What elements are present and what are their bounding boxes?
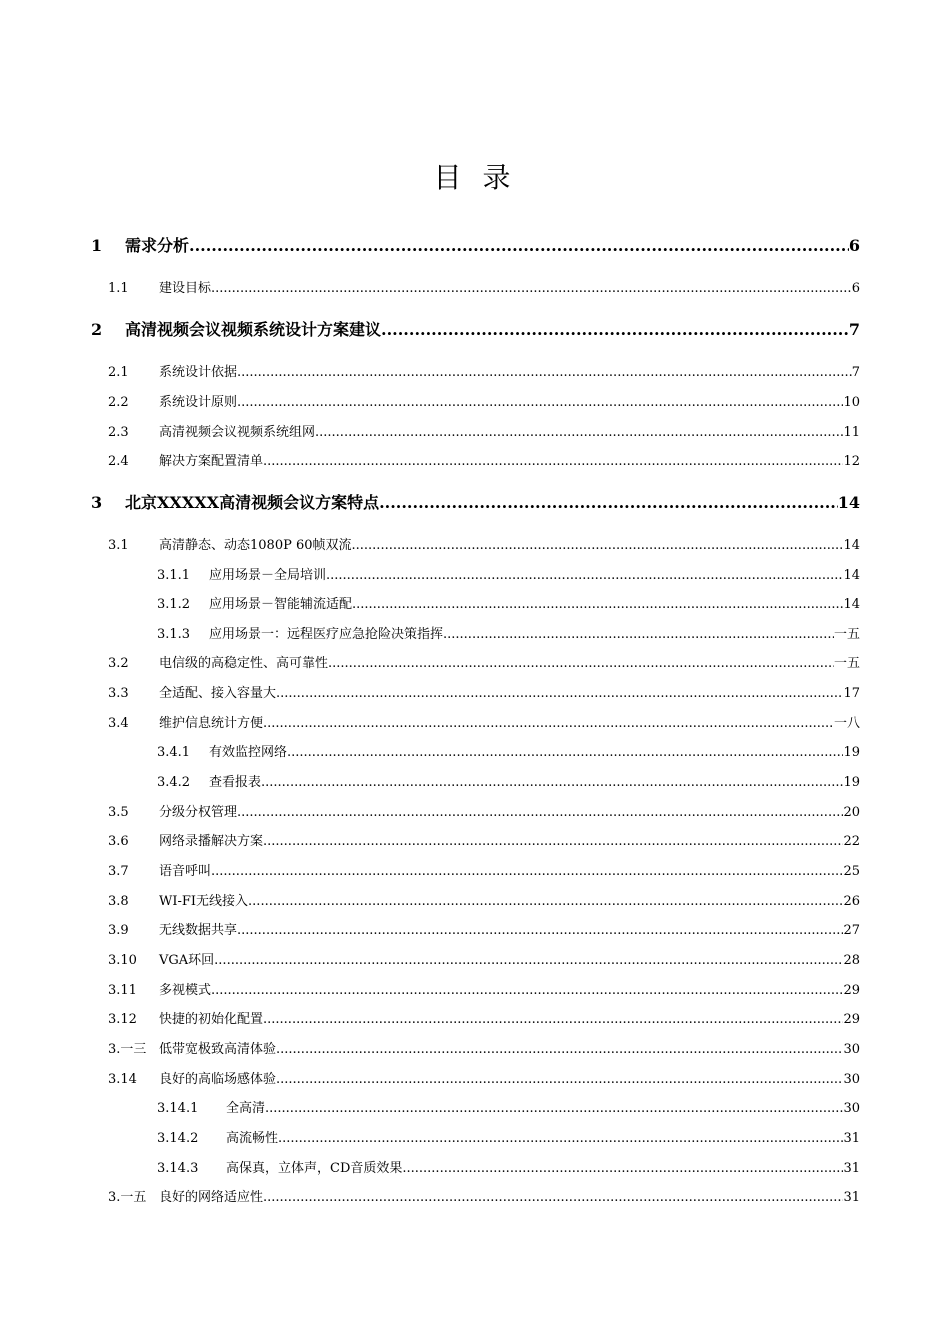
toc-heading: 电信级的高稳定性、高可靠性 xyxy=(159,656,329,671)
toc-heading: 多视模式 xyxy=(159,983,212,998)
toc-number: 3.10 xyxy=(108,953,137,968)
toc-heading: 高清视频会议视频系统设计方案建议 xyxy=(125,320,382,339)
toc-entry-section[interactable] xyxy=(108,1041,860,1058)
toc-entry-chapter[interactable] xyxy=(91,236,860,256)
toc-entry-section[interactable] xyxy=(108,863,860,880)
toc-entry-section[interactable] xyxy=(108,922,860,939)
toc-entry-section[interactable] xyxy=(108,982,860,999)
toc-heading: 高流畅性 xyxy=(226,1131,279,1146)
dot-leader xyxy=(237,364,852,381)
toc-entry-section[interactable] xyxy=(108,655,860,672)
dot-leader xyxy=(263,1189,843,1206)
toc-number: 3.14.3 xyxy=(157,1161,199,1176)
toc-entry-section[interactable] xyxy=(108,280,860,297)
toc-entry-subsection[interactable] xyxy=(157,1130,860,1147)
toc-page-number: 22 xyxy=(843,834,860,849)
toc-heading: 高清静态、动态1080P 60帧双流 xyxy=(159,538,352,553)
toc-number: 3.2 xyxy=(108,656,129,671)
toc-page-number: 29 xyxy=(843,983,860,998)
toc-number: 3 xyxy=(91,493,103,512)
toc-number: 2.3 xyxy=(108,425,129,440)
toc-page-number: 29 xyxy=(843,1012,860,1027)
toc-page-number: 28 xyxy=(843,953,860,968)
toc-number: 3.4.1 xyxy=(157,745,191,760)
toc-entry-subsection[interactable] xyxy=(157,774,860,791)
toc-heading: 系统设计原则 xyxy=(159,395,238,410)
toc-heading: 需求分析 xyxy=(125,236,190,255)
toc-number: 3.1 xyxy=(108,538,129,553)
toc-number: 1.1 xyxy=(108,281,129,296)
toc-number: 2.1 xyxy=(108,365,129,380)
toc-title: 目 录 xyxy=(433,161,517,194)
dot-leader xyxy=(352,596,843,613)
toc-page-number: 31 xyxy=(843,1190,860,1205)
toc-number: 3.11 xyxy=(108,983,137,998)
toc-heading: 应用场景－全局培训 xyxy=(209,568,327,583)
dot-leader xyxy=(402,1160,843,1177)
toc-entry-chapter[interactable] xyxy=(91,320,860,340)
toc-heading: 解决方案配置清单 xyxy=(159,454,264,469)
toc-page-number: 11 xyxy=(843,425,860,440)
toc-heading: 应用场景一：远程医疗应急抢险决策指挥 xyxy=(209,627,444,642)
toc-number: 2 xyxy=(91,320,103,339)
dot-leader xyxy=(443,626,834,643)
toc-number: 3.一三 xyxy=(108,1042,147,1057)
dot-leader xyxy=(328,655,834,672)
dot-leader xyxy=(211,863,843,880)
toc-page-number: 20 xyxy=(843,805,860,820)
toc-entry-section[interactable] xyxy=(108,893,860,910)
toc-heading: VGA环回 xyxy=(159,953,215,968)
toc-heading: 良好的网络适应性 xyxy=(159,1190,264,1205)
toc-heading: 应用场景－智能辅流适配 xyxy=(209,597,353,612)
toc-entry-subsection[interactable] xyxy=(157,744,860,761)
toc-page-number: 14 xyxy=(837,493,860,512)
toc-entry-subsection[interactable] xyxy=(157,626,860,643)
toc-heading: 语音呼叫 xyxy=(159,864,212,879)
toc-heading: 高清视频会议视频系统组网 xyxy=(159,425,316,440)
toc-page-number: 一五 xyxy=(833,656,860,671)
dot-leader xyxy=(189,236,849,256)
toc-page-number: 7 xyxy=(848,320,860,339)
toc-number: 3.7 xyxy=(108,864,129,879)
dot-leader xyxy=(265,1100,843,1117)
dot-leader xyxy=(263,715,834,732)
toc-number: 3.8 xyxy=(108,894,129,909)
toc-page-number: 30 xyxy=(843,1101,860,1116)
toc-heading: 维护信息统计方便 xyxy=(159,716,264,731)
toc-entry-section[interactable] xyxy=(108,952,860,969)
toc-number: 2.2 xyxy=(108,395,129,410)
toc-page-number: 一八 xyxy=(833,716,860,731)
toc-entry-subsection[interactable] xyxy=(157,1160,860,1177)
toc-heading: 全适配、接入容量大 xyxy=(159,686,277,701)
toc-heading: 网络录播解决方案 xyxy=(159,834,264,849)
toc-entry-section[interactable] xyxy=(108,833,860,850)
toc-page-number: 31 xyxy=(843,1131,860,1146)
toc-entry-chapter[interactable] xyxy=(91,493,860,513)
toc-page-number: 30 xyxy=(843,1042,860,1057)
dot-leader xyxy=(263,1011,843,1028)
toc-heading: WI-FI无线接入 xyxy=(159,894,249,909)
toc-number: 3.1.1 xyxy=(157,568,191,583)
toc-heading: 良好的高临场感体验 xyxy=(159,1072,277,1087)
toc-heading: 无线数据共享 xyxy=(159,923,238,938)
toc-entry-section[interactable] xyxy=(108,537,860,554)
toc-page-number: 14 xyxy=(843,597,860,612)
toc-page-number: 19 xyxy=(843,745,860,760)
toc-entry-section[interactable] xyxy=(108,453,860,470)
toc-number: 3.14 xyxy=(108,1072,137,1087)
toc-entry-section[interactable] xyxy=(108,1189,860,1206)
toc-number: 3.6 xyxy=(108,834,129,849)
toc-heading: 快捷的初始化配置 xyxy=(159,1012,264,1027)
dot-leader xyxy=(214,952,843,969)
toc-entry-section[interactable] xyxy=(108,364,860,381)
toc-entry-subsection[interactable] xyxy=(157,567,860,584)
toc-page-number: 12 xyxy=(843,454,860,469)
toc-heading: 建设目标 xyxy=(159,281,212,296)
dot-leader xyxy=(237,922,843,939)
toc-heading: 北京XXXXX高清视频会议方案特点 xyxy=(125,493,380,512)
dot-leader xyxy=(381,320,849,340)
toc-entry-section[interactable] xyxy=(108,394,860,411)
dot-leader xyxy=(263,833,843,850)
toc-entry-section[interactable] xyxy=(108,424,860,441)
toc-number: 3.5 xyxy=(108,805,129,820)
toc-number: 3.一五 xyxy=(108,1190,147,1205)
dot-leader xyxy=(276,685,843,702)
toc-heading: 系统设计依据 xyxy=(159,365,238,380)
toc-number: 3.4.2 xyxy=(157,775,191,790)
dot-leader xyxy=(237,804,843,821)
dot-leader xyxy=(211,280,852,297)
dot-leader xyxy=(352,537,844,554)
toc-entry-section[interactable] xyxy=(108,804,860,821)
toc-page-number: 17 xyxy=(843,686,860,701)
dot-leader xyxy=(379,493,838,513)
toc-page-number: 7 xyxy=(851,365,860,380)
toc-page-number: 19 xyxy=(843,775,860,790)
toc-number: 3.1.3 xyxy=(157,627,191,642)
toc-number: 3.14.1 xyxy=(157,1101,199,1116)
dot-leader xyxy=(263,453,843,470)
dot-leader xyxy=(278,1130,843,1147)
dot-leader xyxy=(315,424,843,441)
toc-page-number: 31 xyxy=(843,1161,860,1176)
toc-entry-section[interactable] xyxy=(108,715,860,732)
dot-leader xyxy=(248,893,843,910)
toc-entry-subsection[interactable] xyxy=(157,1100,860,1117)
toc-number: 2.4 xyxy=(108,454,129,469)
toc-number: 3.1.2 xyxy=(157,597,191,612)
dot-leader xyxy=(326,567,843,584)
toc-page-number: 26 xyxy=(843,894,860,909)
dot-leader xyxy=(276,1041,843,1058)
toc-heading: 全高清 xyxy=(226,1101,266,1116)
toc-page-number: 一五 xyxy=(833,627,860,642)
toc-heading: 高保真，立体声，CD音质效果 xyxy=(226,1161,403,1176)
toc-heading: 低带宽极致高清体验 xyxy=(159,1042,277,1057)
toc-page-number: 6 xyxy=(851,281,860,296)
dot-leader xyxy=(276,1071,843,1088)
dot-leader xyxy=(287,744,843,761)
toc-page-number: 30 xyxy=(843,1072,860,1087)
toc-heading: 有效监控网络 xyxy=(209,745,288,760)
toc-number: 3.14.2 xyxy=(157,1131,199,1146)
toc-number: 3.3 xyxy=(108,686,129,701)
toc-heading: 分级分权管理 xyxy=(159,805,238,820)
toc-entry-section[interactable] xyxy=(108,1071,860,1088)
toc-page-number: 14 xyxy=(843,538,860,553)
toc-page-number: 14 xyxy=(843,568,860,583)
toc-number: 3.12 xyxy=(108,1012,137,1027)
toc-entry-section[interactable] xyxy=(108,1011,860,1028)
toc-page-number: 25 xyxy=(843,864,860,879)
toc-number: 1 xyxy=(91,236,103,255)
toc-entry-subsection[interactable] xyxy=(157,596,860,613)
toc-page-number: 6 xyxy=(848,236,860,255)
toc-number: 3.9 xyxy=(108,923,129,938)
toc-heading: 查看报表 xyxy=(209,775,262,790)
toc-number: 3.4 xyxy=(108,716,129,731)
toc-entry-section[interactable] xyxy=(108,685,860,702)
dot-leader xyxy=(237,394,843,411)
dot-leader xyxy=(211,982,843,999)
toc-page-number: 27 xyxy=(843,923,860,938)
dot-leader xyxy=(261,774,843,791)
toc-page-number: 10 xyxy=(843,395,860,410)
